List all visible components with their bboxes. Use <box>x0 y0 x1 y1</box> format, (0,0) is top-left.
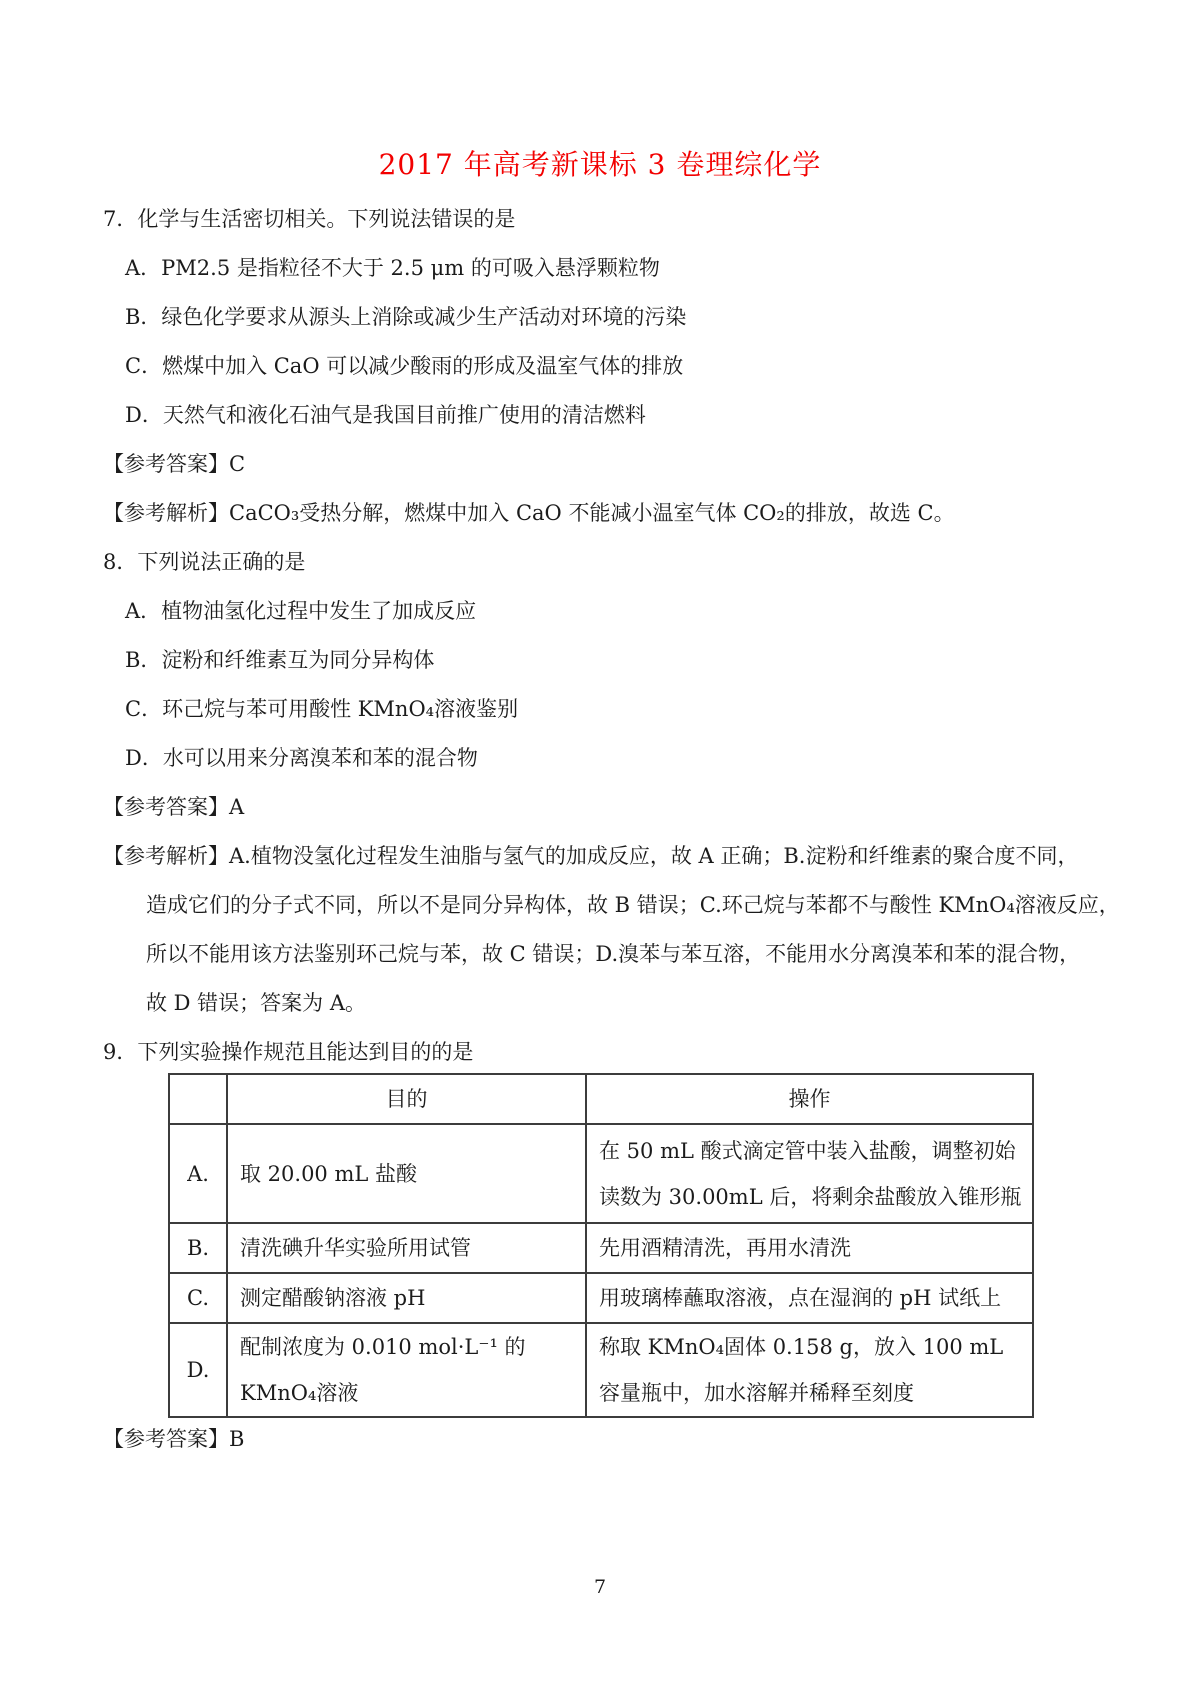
question-9-answer-line: 【参考答案】B <box>103 1427 245 1451</box>
row-b-purpose: 清洗碘升华实验所用试管 <box>227 1223 586 1273</box>
row-d-operation: 称取 KMnO₄固体 0.158 g，放入 100 mL 容量瓶中，加水溶解并稀释至刻度 <box>586 1323 1033 1417</box>
body-text <box>100 195 1120 1077</box>
question-7-answer-line: 【参考答案】C <box>103 452 246 476</box>
row-b-operation: 先用酒精清洗，再用水清洗 <box>586 1223 1033 1273</box>
row-c-purpose: 测定醋酸钠溶液 pH <box>227 1273 586 1323</box>
question-7-option-b: B．绿色化学要求从源头上消除或减少生产活动对环境的污染 <box>125 305 687 329</box>
question-8-answer-line: 【参考答案】A <box>103 795 245 819</box>
question-7-option-d: D．天然气和液化石油气是我国目前推广使用的清洁燃料 <box>125 403 646 427</box>
question-9-stem: 9．下列实验操作规范且能达到目的的是 <box>103 1040 474 1064</box>
row-c-label: C. <box>169 1273 227 1323</box>
row-c-operation: 用玻璃棒蘸取溶液，点在湿润的 pH 试纸上 <box>586 1273 1033 1323</box>
question-8-option-a: A．植物油氢化过程中发生了加成反应 <box>125 599 477 623</box>
question-7-analysis-line: 【参考解析】CaCO₃受热分解，燃煤中加入 CaO 不能减小温室气体 CO₂的排放，故选 C。 <box>103 501 955 525</box>
row-d-purpose: 配制浓度为 0.010 mol·L⁻¹ 的 KMnO₄溶液 <box>227 1323 586 1417</box>
table-header-purpose: 目的 <box>227 1074 586 1124</box>
question-8-analysis-line-2: 造成它们的分子式不同，所以不是同分异构体，故 B 错误；C.环己烷与苯都不与酸性 KMnO₄溶液反应， <box>146 893 1120 917</box>
exam-title: 2017 年高考新课标 3 卷理综化学 <box>378 148 822 181</box>
table-row-b <box>169 1223 1033 1273</box>
question-8-option-b: B．淀粉和纤维素互为同分异构体 <box>125 648 435 672</box>
table-header-operation: 操作 <box>586 1074 1033 1124</box>
question-7-stem: 7．化学与生活密切相关。下列说法错误的是 <box>103 207 516 231</box>
table-row-d <box>169 1323 1033 1417</box>
question-8-analysis-line-1: 【参考解析】A.植物没氢化过程发生油脂与氢气的加成反应，故 A 正确；B.淀粉和纤维素的聚合度不同， <box>103 844 1079 868</box>
question-8-analysis-line-4: 故 D 错误；答案为 A。 <box>146 991 367 1015</box>
row-a-purpose: 取 20.00 mL 盐酸 <box>227 1124 586 1223</box>
row-d-label: D. <box>169 1323 227 1417</box>
question-7-option-a: A．PM2.5 是指粒径不大于 2.5 μm 的可吸入悬浮颗粒物 <box>125 256 660 280</box>
table-row-c <box>169 1273 1033 1323</box>
row-a-operation: 在 50 mL 酸式滴定管中装入盐酸，调整初始读数为 30.00mL 后，将剩余盐酸放入锥形瓶 <box>586 1124 1033 1223</box>
question-8-option-d: D．水可以用来分离溴苯和苯的混合物 <box>125 746 478 770</box>
question-8-stem: 8．下列说法正确的是 <box>103 550 306 574</box>
row-a-label: A. <box>169 1124 227 1223</box>
question-7-option-c: C．燃煤中加入 CaO 可以减少酸雨的形成及温室气体的排放 <box>125 354 684 378</box>
table-header-empty <box>169 1074 227 1124</box>
row-b-label: B. <box>169 1223 227 1273</box>
table-row-a <box>169 1124 1033 1223</box>
question-8-option-c: C．环己烷与苯可用酸性 KMnO₄溶液鉴别 <box>125 697 519 721</box>
page-number: 7 <box>593 1576 607 1598</box>
table-header-row <box>169 1074 1033 1124</box>
question-8-analysis-line-3: 所以不能用该方法鉴别环己烷与苯，故 C 错误；D.溴苯与苯互溶，不能用水分离溴苯和苯的混合物， <box>146 942 1081 966</box>
question-9-table <box>168 1073 1034 1418</box>
